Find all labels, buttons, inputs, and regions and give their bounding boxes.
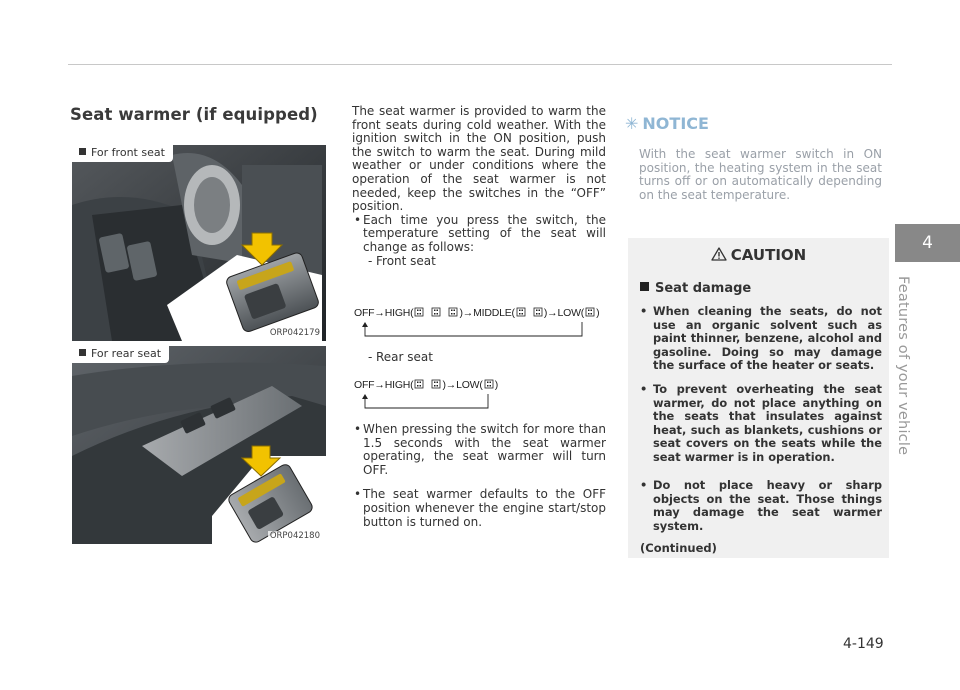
warning-triangle-icon (711, 247, 727, 261)
bullet-long-press: • When pressing the switch for more than 1.5 seconds with the seat warmer operating, the seat warmer will turn OFF. (354, 422, 606, 477)
front-cycle-loop-arrow (358, 320, 588, 342)
top-rule (68, 64, 892, 65)
figure-caption: For front seat (72, 145, 173, 162)
caution-item: • When cleaning the seats, do not use an organic solvent such as paint thinner, benzene, alcohol and gasoline. Doing so may damage the surface of the heater or seats. (640, 304, 882, 373)
front-seat-label: - Front seat (368, 253, 436, 268)
intro-paragraph: The seat warmer is provided to warm the front seats during cold weather. With the ignition switch in the ON position, push the switch to warm the seat. During mild weather or under conditions where the operation of the seat warmer is not needed, keep the switches in the “OFF” position. (352, 104, 606, 214)
heat-level-icon (431, 307, 441, 317)
page-number: 4-149 (843, 636, 884, 652)
caution-item: • To prevent overheating the seat warmer, do not place anything on the seats that insulates against heat, such as blankets, cushions or seat covers on the seats while the seat warmer is in operation. (640, 382, 882, 464)
heat-level-icon (414, 307, 424, 317)
asterisk-icon: ✳ (625, 114, 639, 133)
chapter-tab: 4 (895, 224, 960, 262)
front-seat-sequence: OFF→HIGH( )→MIDDLE( )→LOW( ) (354, 307, 600, 319)
front-console-illustration (72, 145, 326, 341)
heat-level-icon (431, 379, 441, 389)
heat-level-icon (585, 307, 595, 317)
caution-item: • Do not place heavy or sharp objects on the seat. Those things may damage the seat warmer system. (640, 478, 882, 533)
figure-code: ORP042180 (269, 531, 320, 541)
heat-level-icon (484, 379, 494, 389)
caution-box (628, 238, 889, 558)
continued-label: (Continued) (640, 541, 717, 555)
notice-heading: ✳ NOTICE (625, 114, 709, 133)
caution-heading: CAUTION (628, 246, 889, 264)
body-text-lower (352, 423, 606, 529)
notice-text: With the seat warmer switch in ON position, the heating system in the seat turns off or on automatically depending on the seat temperature. (639, 147, 882, 202)
heat-level-icon (448, 307, 458, 317)
rear-cycle-loop-arrow (358, 392, 494, 414)
rear-seat-label: - Rear seat (368, 350, 433, 364)
heat-level-icon (516, 307, 526, 317)
front-seat-figure (72, 145, 326, 341)
figure-caption: For rear seat (72, 346, 169, 363)
bullet-press-switch: • Each time you press the switch, the temperature setting of the seat will change as follows: (354, 212, 606, 254)
rear-door-illustration (72, 346, 326, 544)
rear-seat-sequence: OFF→HIGH( )→LOW( ) (354, 379, 498, 391)
figure-code: ORP042179 (269, 328, 320, 338)
heat-level-icon (533, 307, 543, 317)
chapter-side-label: Features of your vehicle (895, 276, 911, 456)
body-text (352, 105, 606, 268)
bullet-default-off: • The seat warmer defaults to the OFF position whenever the engine start/stop button is turned on. (354, 487, 606, 529)
heat-level-icon (414, 379, 424, 389)
rear-seat-figure (72, 346, 326, 544)
caution-subtitle: Seat damage (640, 281, 751, 296)
section-title: Seat warmer (if equipped) (70, 105, 318, 124)
